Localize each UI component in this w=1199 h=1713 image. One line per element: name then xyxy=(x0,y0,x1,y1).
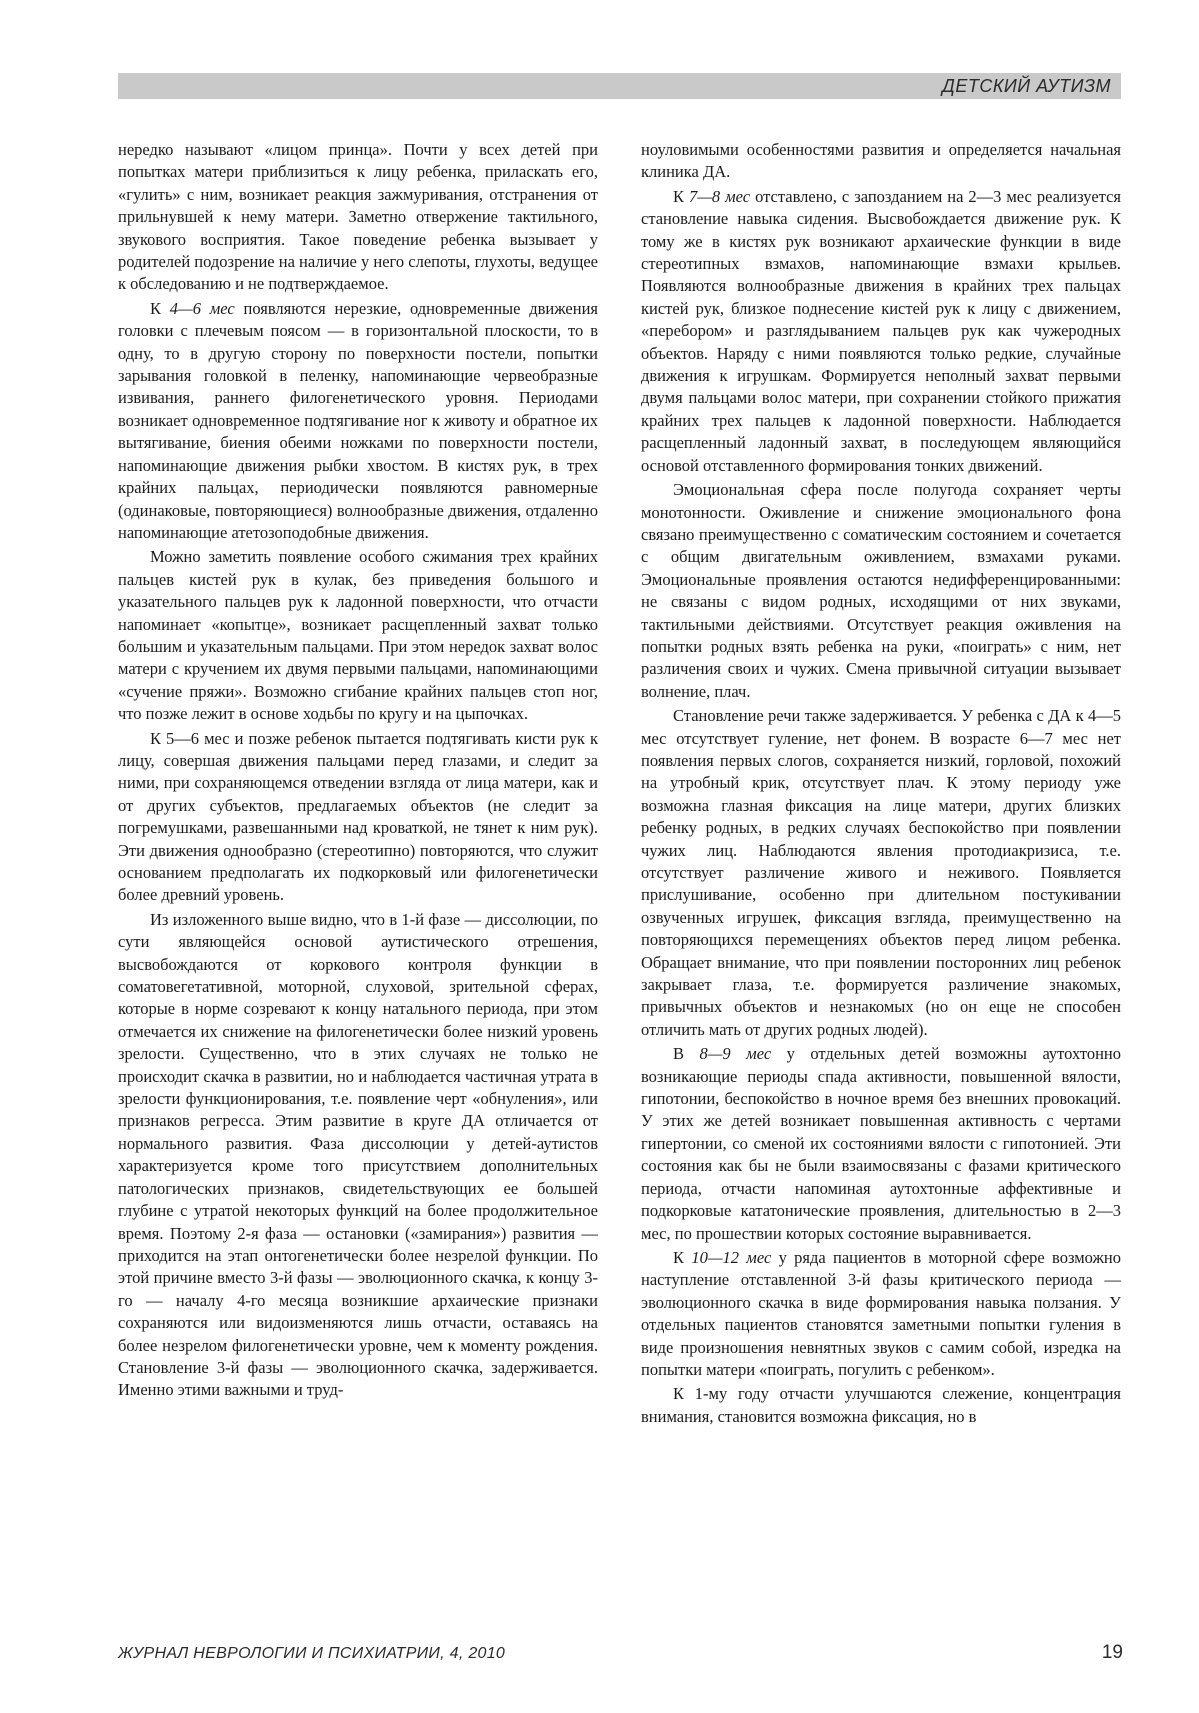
paragraph: К 10—12 мес у ряда пациентов в моторной сфере возможно наступление отставленной 3-й фазы критического периода — эволюционного скачка в виде формирования навыка ползания. У отдельных пациентов становятся заметными попытки гуления в виде произношения невнятных звуков с самим собой, изредка на попытки матери «поиграть, погулить с ребенком». xyxy=(641,1247,1121,1379)
page-number: 19 xyxy=(1101,1642,1123,1663)
paragraph: ноуловимыми особенностями развития и определяется начальная клиника ДА. xyxy=(641,140,1121,182)
left-column xyxy=(118,139,598,1404)
age-range: 10—12 мес xyxy=(691,1247,772,1267)
paragraph: Можно заметить появление особого сжимания трех крайних пальцев кистей рук в кулак, без приведения большого и указательного пальцев рук к ладонной поверхности, что отчасти напоминает «копытце», возникает расщепленный захват только большим и указательным пальцами. При этом нередок захват волос матери с кручением их двумя первыми пальцами, напоминающими «сучение пряжи». Возможно сгибание крайних пальцев стоп ног, что позже лежит в основе ходьбы по кругу и на цыпочках. xyxy=(118,547,598,724)
paragraph: нередко называют «лицом принца». Почти у всех детей при попытках матери приблизиться к лицу ребенка, приласкать его, «гулить» с ним, возникает реакция зажмуривания, отстранения от прильнувшей к нему матери. Заметно отвержение тактильного, звукового восприятия. Такое поведение ребенка вызывает у родителей подозрение на наличие у него слепоты, глухоты, ведущее к обследованию и не подтверждаемое. xyxy=(118,140,598,294)
paragraph: К 5—6 мес и позже ребенок пытается подтягивать кисти рук к лицу, совершая движения пальцами перед глазами, и следит за ними, при сохраняющемся отведении взгляда от лица матери, как и от других субъектов, предлагаемых объектов (не следит за погремушками, развешанными над кроваткой, не тянет к ним рук). Эти движения однообразно (стереотипно) повторяются, что служит основанием предполагать их подкорковый или филогенетически более древний уровень. xyxy=(118,728,598,905)
paragraph: Из изложенного выше видно, что в 1-й фазе — диссолюции, по сути являющейся основой аутистического отрешения, высвобождаются от коркового контроля функции в соматовегетативной, моторной, слуховой, зрительной сферах, которые в норме созревают к концу натального периода, при этом отмечается их снижение на филогенетически более низкий уровень зрелости. Существенно, что в этих случаях не только не происходит скачка в развитии, но и наблюдается частичная утрата в зрелости функционирования, т.е. появление черт «обнуления», или признаков регресса. Этим развитие в круге ДА отличается от нормального развития. Фаза диссолюции у детей-аутистов характеризуется кроме того присутствием дополнительных патологических признаков, свидетельствующих ее большей глубине с утратой некоторых функций на более продолжительное время. Поэтому 2-я фаза — остановки («замирания») развития — приходится на этап онтогенетически более незрелой функции. По этой причине вместо 3-й фазы — эволюционного скачка, к концу 3-го — началу 4-го месяца возникшие архаические признаки сохраняются или видоизменяются лишь отчасти, оставаясь на более незрелом филогенетически уровне, чем к моменту рождения. Становление 3-й фазы — эволюционного скачка, задерживается. Именно этими важными и труд- xyxy=(118,909,598,1400)
age-range: 8—9 мес xyxy=(699,1044,772,1064)
running-header-title: ДЕТСКИЙ АУТИЗМ xyxy=(942,76,1111,96)
paragraph: К 1-му году отчасти улучшаются слежение, концентрация внимания, становится возможна фиксация, но в xyxy=(641,1384,1121,1426)
age-range: 4—6 мес xyxy=(169,298,235,318)
paragraph: В 8—9 мес у отдельных детей возможны аутохтонно возникающие периоды спада активности, повышенной вялости, гипотонии, беспокойство в ночное время без внешних провокаций. У этих же детей возникает повышенная активность с чертами гипертонии, со сменой их состояниями вялости с гипотонией. Эти состояния как бы не были взаимосвязаны с фазами критического периода, отчасти напоминая аутохтонные аффективные и подкорковые кататонические проявления, длительностью в 2—3 мес, по прошествии которых состояние выравнивается. xyxy=(641,1044,1122,1243)
paragraph: Становление речи также задерживается. У ребенка с ДА к 4—5 мес отсутствует гуление, нет фонем. В возрасте 6—7 мес нет появления первых слогов, сохраняется низкий, горловой, похожий на утробный крик, отсутствует плач. К этому периоду уже возможна глазная фиксация на лице матери, других близких ребенку родных, в редких случаях беспокойство при появлении чужих лиц. Наблюдаются явления протодиакризиса, т.е. отсутствует различение живого и неживого. Появляется прислушивание, особенно при длительном постукивании озвученных игрушек, фиксация взгляда, преимущественно на повторяющихся перемещениях объектов перед лицом ребенка. Обращает внимание, что при появлении посторонних лиц ребенок закрывает глаза, т.е. формируется различение знакомых, привычных объектов и незнакомых (но он еще не способен отличить мать от других родных людей). xyxy=(641,706,1121,1039)
journal-footer: ЖУРНАЛ НЕВРОЛОГИИ И ПСИХИАТРИИ, 4, 2010 xyxy=(118,1645,506,1662)
right-column xyxy=(641,139,1121,1430)
paragraph: К 7—8 мес отставлено, с запозданием на 2—3 мес реализуется становление навыка сидения. Высвобождается движение рук. К тому же в кистях рук возникают архаические функции в виде стереотипных взмахов, напоминающие взмахи крыльев. Появляются волнообразные движения в крайних трех пальцах кистей рук, близкое поднесение кистей рук к лицу с движением, «перебором» и разглядыванием пальцев рук как чужеродных объектов. Наряду с ними появляются только редкие, случайные движения к игрушкам. Формируется неполный захват первыми двумя пальцами волос матери, при сохранении стойкого прижатия крайних трех пальцев к ладонной поверхности. Наблюдается расщепленный ладонный захват, в последующем являющийся основой отставленного формирования тонких движений. xyxy=(641,186,1121,475)
paragraph: К 4—6 мес появляются нерезкие, одновременные движения головки с плечевым поясом — в горизонтальной плоскости, то в одну, то в другую сторону по поверхности постели, попытки зарывания головкой в пеленку, напоминающие червеобразные извивания, раннего филогенетического уровня. Периодами возникает одновременное подтягивание ног к животу и обратное их вытягивание, биения обеими ножками по поверхности постели, напоминающие движения рыбки хвостом. В кистях рук, в трех крайних пальцах, периодически появляются равномерные (одинаковые, повторяющиеся) волнообразные движения, отдаленно напоминающие атетозоподобные движения. xyxy=(118,298,598,542)
paragraph: Эмоциональная сфера после полугода сохраняет черты монотонности. Оживление и снижение эмоционального фона связано преимущественно с соматическим состоянием и сочетается с общим двигательным оживлением, взмахами руками. Эмоциональные проявления остаются недифференцированными: не связаны с видом родных, исходящими от них звуками, тактильными действиями. Отсутствует реакция оживления на попытки родных взять ребенка на руки, «поиграть» с ним, нет различения своих и чужих. Смена привычной ситуации вызывает волнение, плач. xyxy=(641,480,1121,701)
age-range: 7—8 мес xyxy=(688,186,751,206)
running-header-bar xyxy=(118,73,1121,99)
